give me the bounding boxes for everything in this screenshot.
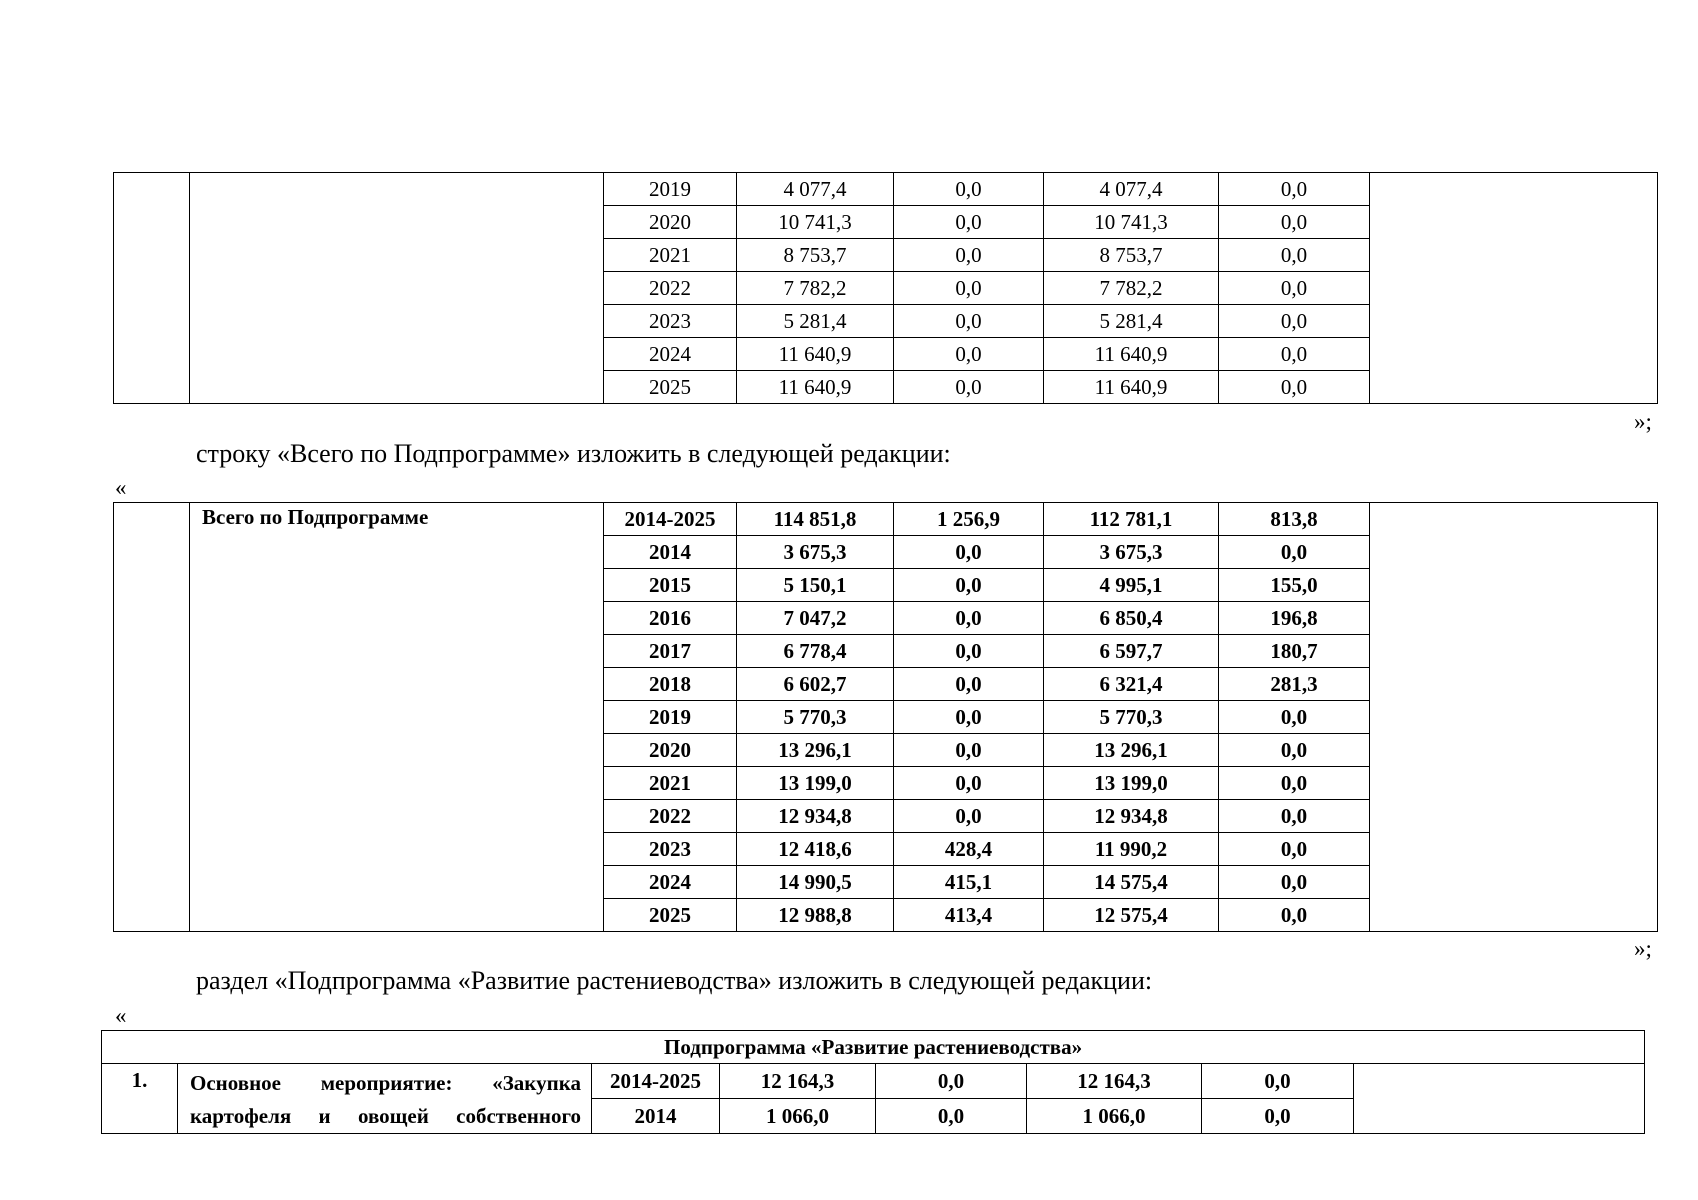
- table1-body: [114, 173, 1658, 404]
- regional-cell: 3 675,3: [1044, 536, 1219, 569]
- year-cell: 2019: [604, 173, 737, 206]
- federal-cell: 428,4: [894, 833, 1044, 866]
- federal-cell: 0,0: [894, 206, 1044, 239]
- table3-body: [102, 1031, 1645, 1134]
- total-cell: 11 640,9: [737, 371, 894, 404]
- regional-cell: 11 990,2: [1044, 833, 1219, 866]
- number-cell: [114, 503, 190, 932]
- table-row: [114, 503, 1658, 536]
- federal-cell: 0,0: [876, 1064, 1027, 1099]
- total-cell: 13 199,0: [737, 767, 894, 800]
- regional-cell: 6 597,7: [1044, 635, 1219, 668]
- regional-cell: 4 077,4: [1044, 173, 1219, 206]
- local-cell: 0,0: [1219, 305, 1370, 338]
- local-cell: 155,0: [1219, 569, 1370, 602]
- federal-cell: 0,0: [894, 338, 1044, 371]
- federal-cell: 0,0: [894, 800, 1044, 833]
- local-cell: 196,8: [1219, 602, 1370, 635]
- total-cell: 8 753,7: [737, 239, 894, 272]
- total-cell: 12 418,6: [737, 833, 894, 866]
- federal-cell: 0,0: [894, 602, 1044, 635]
- year-cell: 2014: [604, 536, 737, 569]
- total-cell: 7 782,2: [737, 272, 894, 305]
- total-cell: 1 066,0: [720, 1099, 876, 1134]
- year-cell: 2014-2025: [592, 1064, 720, 1099]
- federal-cell: 0,0: [894, 305, 1044, 338]
- plant-growing-subprogram-table: [101, 1030, 1645, 1134]
- year-cell: 2017: [604, 635, 737, 668]
- local-cell: 0,0: [1219, 206, 1370, 239]
- regional-cell: 5 281,4: [1044, 305, 1219, 338]
- regional-cell: 12 934,8: [1044, 800, 1219, 833]
- local-cell: 0,0: [1202, 1099, 1354, 1134]
- instruction-paragraph: строку «Всего по Подпрограмме» изложить в следующей редакции:: [196, 439, 951, 468]
- federal-cell: 415,1: [894, 866, 1044, 899]
- total-cell: 5 281,4: [737, 305, 894, 338]
- subprogram-total-table: [113, 502, 1658, 932]
- year-cell: 2023: [604, 305, 737, 338]
- table-row: [102, 1064, 1645, 1099]
- total-cell: 4 077,4: [737, 173, 894, 206]
- table-row: [114, 173, 1658, 206]
- local-cell: 180,7: [1219, 635, 1370, 668]
- table2-body: [114, 503, 1658, 932]
- federal-cell: 0,0: [894, 173, 1044, 206]
- year-cell: 2015: [604, 569, 737, 602]
- local-cell: 0,0: [1219, 173, 1370, 206]
- local-cell: 0,0: [1219, 701, 1370, 734]
- total-cell: 11 640,9: [737, 338, 894, 371]
- local-cell: 0,0: [1202, 1064, 1354, 1099]
- regional-cell: 8 753,7: [1044, 239, 1219, 272]
- year-cell: 2021: [604, 767, 737, 800]
- regional-cell: 12 575,4: [1044, 899, 1219, 932]
- federal-cell: 0,0: [894, 635, 1044, 668]
- local-cell: 0,0: [1219, 338, 1370, 371]
- closing-quote: »;: [1634, 409, 1652, 434]
- year-cell: 2022: [604, 272, 737, 305]
- total-cell: 6 602,7: [737, 668, 894, 701]
- total-cell: 3 675,3: [737, 536, 894, 569]
- federal-cell: 0,0: [894, 536, 1044, 569]
- year-cell: 2014: [592, 1099, 720, 1134]
- year-cell: 2018: [604, 668, 737, 701]
- local-cell: 0,0: [1219, 833, 1370, 866]
- total-cell: 12 164,3: [720, 1064, 876, 1099]
- local-cell: 0,0: [1219, 734, 1370, 767]
- federal-cell: 0,0: [894, 371, 1044, 404]
- regional-cell: 7 782,2: [1044, 272, 1219, 305]
- federal-cell: 0,0: [894, 569, 1044, 602]
- subprogram-total-label: Всего по Подпрограмме: [190, 503, 604, 932]
- regional-cell: 13 296,1: [1044, 734, 1219, 767]
- federal-cell: 0,0: [876, 1099, 1027, 1134]
- local-cell: 813,8: [1219, 503, 1370, 536]
- year-cell: 2022: [604, 800, 737, 833]
- opening-quote: «: [115, 1003, 127, 1028]
- note-cell: [1370, 173, 1658, 404]
- note-cell: [1354, 1064, 1645, 1134]
- section-header-row: [102, 1031, 1645, 1064]
- regional-cell: 11 640,9: [1044, 338, 1219, 371]
- federal-cell: 0,0: [894, 272, 1044, 305]
- regional-cell: 10 741,3: [1044, 206, 1219, 239]
- year-cell: 2016: [604, 602, 737, 635]
- year-cell: 2023: [604, 833, 737, 866]
- year-cell: 2014-2025: [604, 503, 737, 536]
- total-cell: 5 150,1: [737, 569, 894, 602]
- regional-cell: 6 850,4: [1044, 602, 1219, 635]
- funding-table-continuation: [113, 172, 1658, 404]
- federal-cell: 1 256,9: [894, 503, 1044, 536]
- total-cell: 114 851,8: [737, 503, 894, 536]
- local-cell: 0,0: [1219, 536, 1370, 569]
- regional-cell: 4 995,1: [1044, 569, 1219, 602]
- year-cell: 2020: [604, 734, 737, 767]
- federal-cell: 0,0: [894, 734, 1044, 767]
- total-cell: 12 988,8: [737, 899, 894, 932]
- total-cell: 5 770,3: [737, 701, 894, 734]
- year-cell: 2025: [604, 371, 737, 404]
- federal-cell: 0,0: [894, 767, 1044, 800]
- year-cell: 2024: [604, 866, 737, 899]
- year-cell: 2024: [604, 338, 737, 371]
- local-cell: 0,0: [1219, 899, 1370, 932]
- federal-cell: 0,0: [894, 239, 1044, 272]
- local-cell: 0,0: [1219, 866, 1370, 899]
- local-cell: 0,0: [1219, 800, 1370, 833]
- year-cell: 2025: [604, 899, 737, 932]
- total-cell: 14 990,5: [737, 866, 894, 899]
- regional-cell: 112 781,1: [1044, 503, 1219, 536]
- name-cell: [190, 173, 604, 404]
- federal-cell: 413,4: [894, 899, 1044, 932]
- opening-quote: «: [115, 475, 127, 500]
- year-cell: 2021: [604, 239, 737, 272]
- local-cell: 0,0: [1219, 371, 1370, 404]
- year-cell: 2019: [604, 701, 737, 734]
- total-cell: 13 296,1: [737, 734, 894, 767]
- note-cell: [1370, 503, 1658, 932]
- local-cell: 0,0: [1219, 272, 1370, 305]
- regional-cell: 13 199,0: [1044, 767, 1219, 800]
- total-cell: 12 934,8: [737, 800, 894, 833]
- federal-cell: 0,0: [894, 668, 1044, 701]
- total-cell: 7 047,2: [737, 602, 894, 635]
- local-cell: 0,0: [1219, 767, 1370, 800]
- federal-cell: 0,0: [894, 701, 1044, 734]
- item-description: Основное мероприятие: «Закупка картофеля и овощей собственного: [178, 1064, 592, 1134]
- regional-cell: 11 640,9: [1044, 371, 1219, 404]
- total-cell: 10 741,3: [737, 206, 894, 239]
- instruction-paragraph: раздел «Подпрограмма «Развитие растениеводства» изложить в следующей редакции:: [196, 966, 1153, 995]
- number-cell: [114, 173, 190, 404]
- year-cell: 2020: [604, 206, 737, 239]
- section-header: Подпрограмма «Развитие растениеводства»: [102, 1031, 1645, 1064]
- regional-cell: 6 321,4: [1044, 668, 1219, 701]
- local-cell: 0,0: [1219, 239, 1370, 272]
- regional-cell: 1 066,0: [1027, 1099, 1202, 1134]
- regional-cell: 12 164,3: [1027, 1064, 1202, 1099]
- regional-cell: 5 770,3: [1044, 701, 1219, 734]
- total-cell: 6 778,4: [737, 635, 894, 668]
- regional-cell: 14 575,4: [1044, 866, 1219, 899]
- local-cell: 281,3: [1219, 668, 1370, 701]
- item-number: 1.: [102, 1064, 178, 1134]
- closing-quote: »;: [1634, 936, 1652, 961]
